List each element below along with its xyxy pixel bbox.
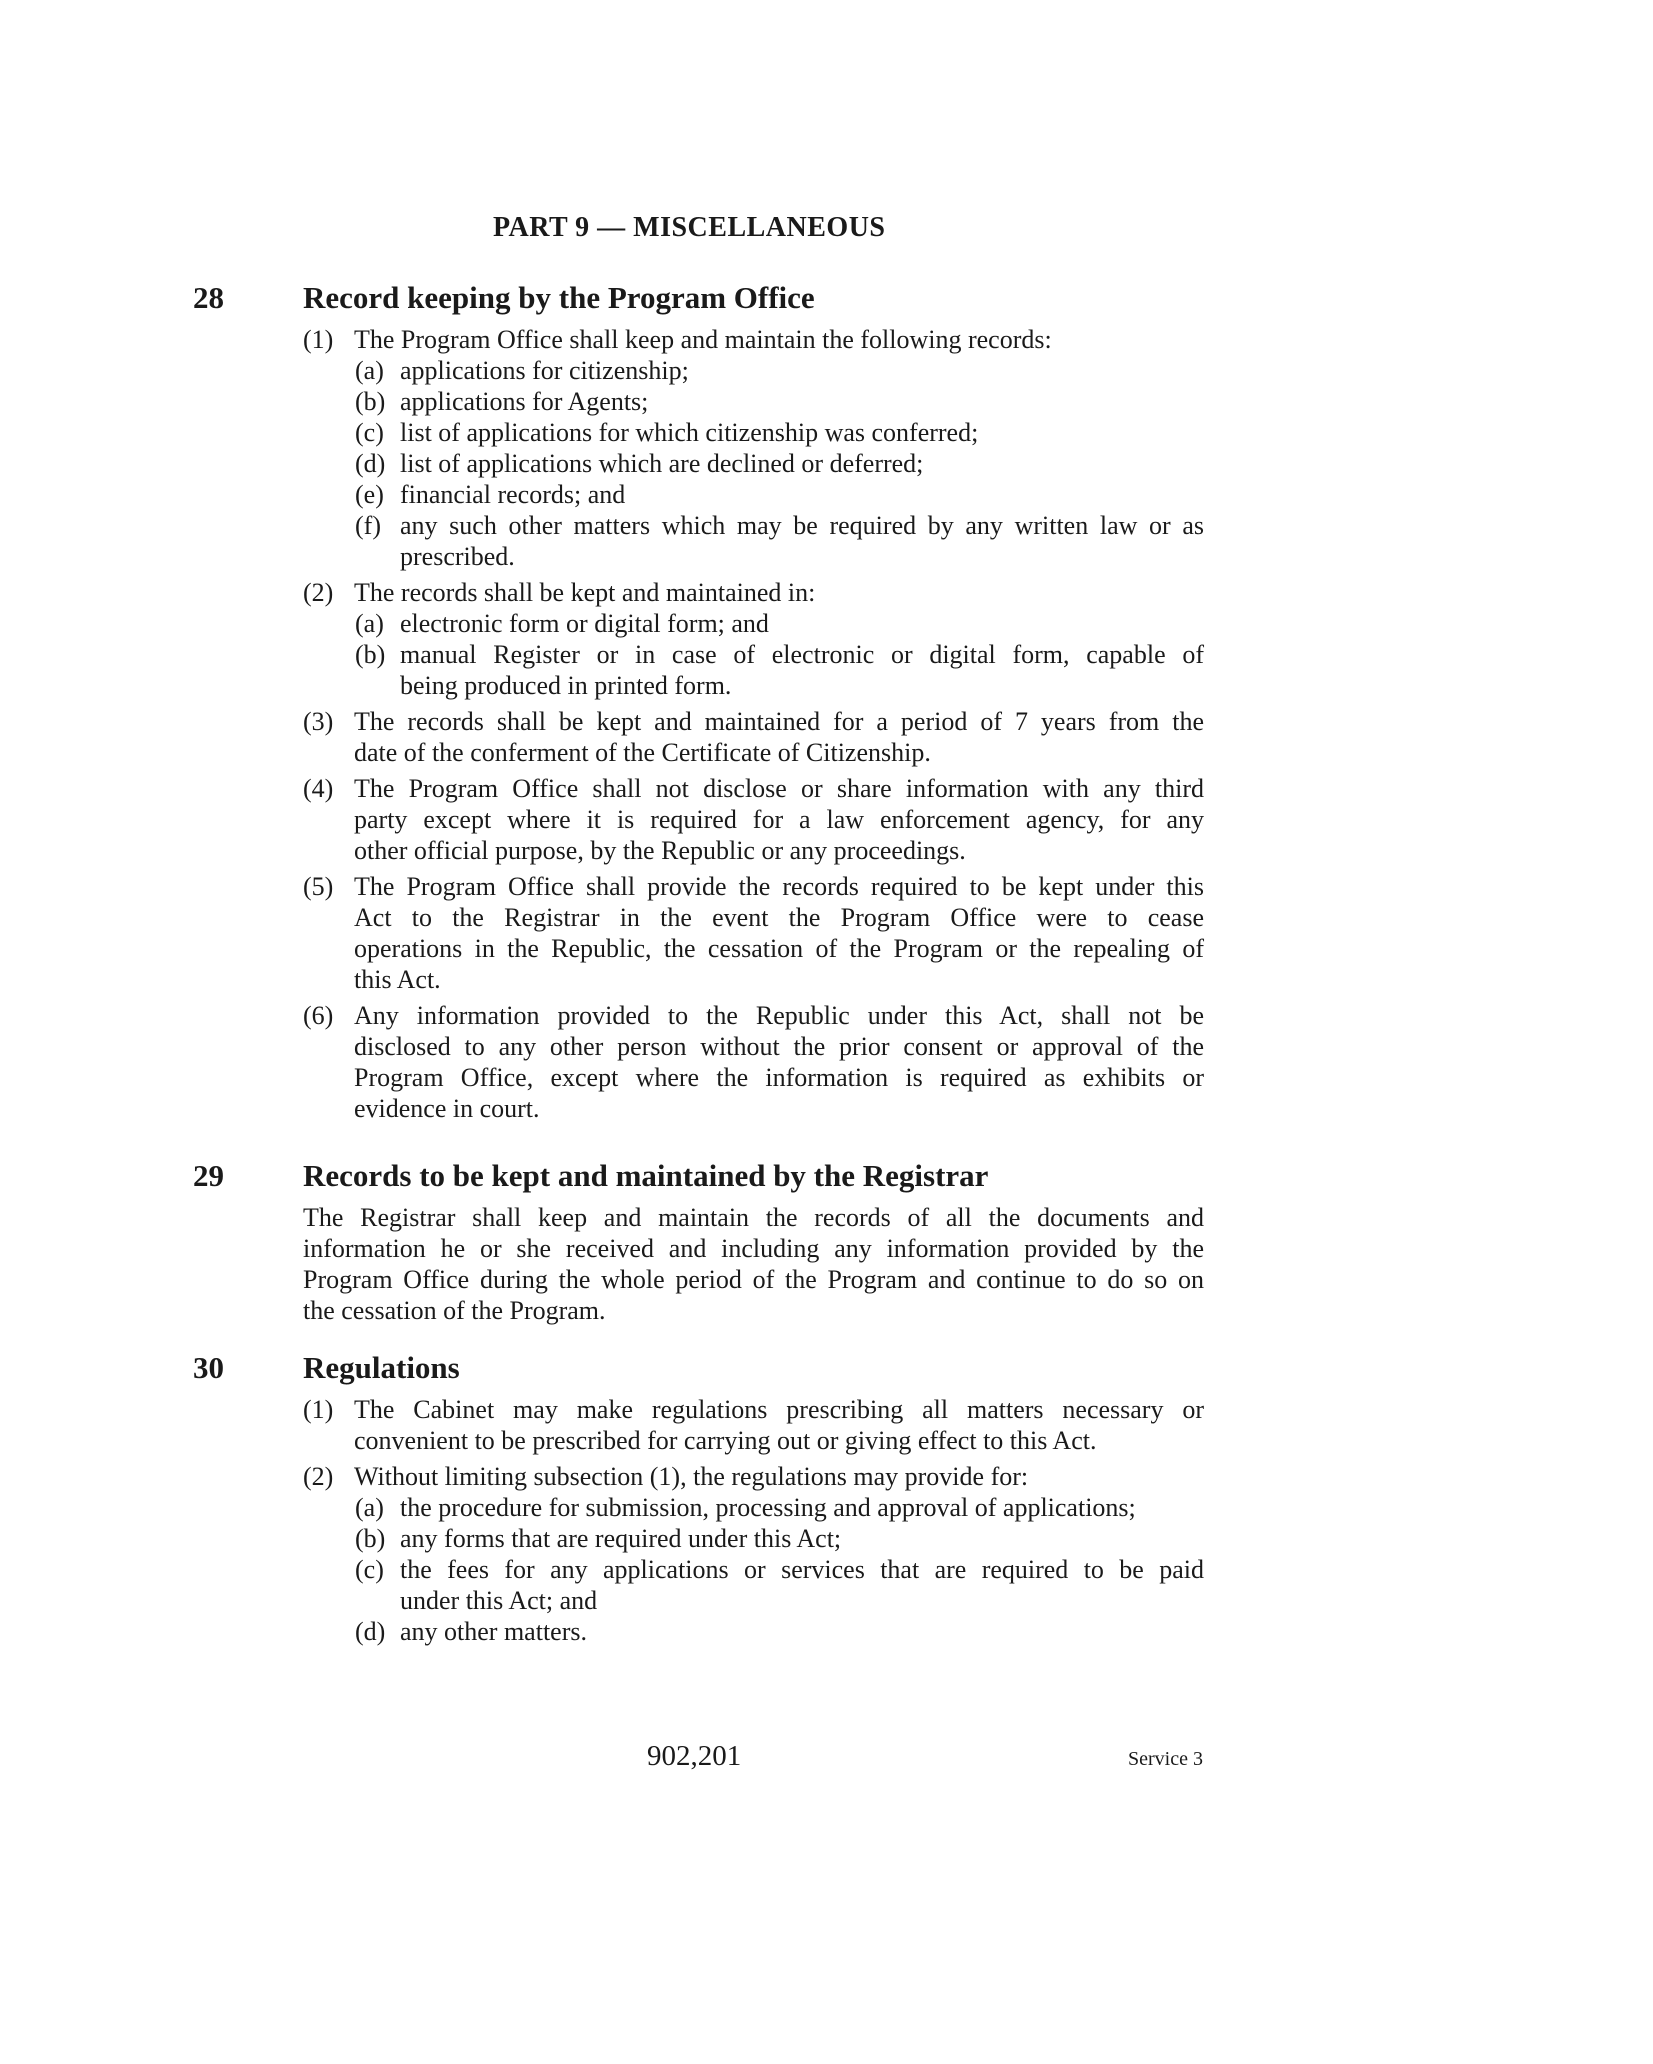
subsection-text-line: party except where it is required for a law enforcement agency, for any <box>354 805 1204 834</box>
subsection-text-line: other official purpose, by the Republic or any proceedings. <box>354 836 966 865</box>
paragraph-text-line: the procedure for submission, processing and approval of applications; <box>400 1493 1136 1522</box>
subsection-text-line: The records shall be kept and maintained in: <box>354 578 816 607</box>
subsection-text-line: Program Office, except where the information is required as exhibits or <box>354 1063 1204 1092</box>
paragraph-text-line: being produced in printed form. <box>400 671 732 700</box>
section-heading <box>0 1350 1653 1390</box>
section-heading <box>0 1158 1653 1198</box>
paragraph-text-line: any such other matters which may be required by any written law or as <box>400 511 1204 540</box>
section-title: Record keeping by the Program Office <box>303 280 815 315</box>
subsection-label: (2) <box>303 578 334 607</box>
paragraph-label: (f) <box>355 511 381 540</box>
subsection-label: (4) <box>303 774 334 803</box>
paragraph-text-line: the fees for any applications or services that are required to be paid <box>400 1555 1204 1584</box>
paragraph-text-line: financial records; and <box>400 480 626 509</box>
paragraph-label: (d) <box>355 449 386 478</box>
paragraph-label: (a) <box>355 609 384 638</box>
paragraph-text-line: list of applications which are declined or deferred; <box>400 449 924 478</box>
section-body-line: The Registrar shall keep and maintain the records of all the documents and <box>303 1203 1204 1232</box>
subsection-text-line: The Program Office shall provide the records required to be kept under this <box>354 872 1204 901</box>
paragraph-label: (c) <box>355 418 384 447</box>
paragraph-text-line: electronic form or digital form; and <box>400 609 769 638</box>
paragraph-label: (b) <box>355 640 386 669</box>
part-heading: PART 9 — MISCELLANEOUS <box>493 212 886 243</box>
subsection-text-line: this Act. <box>354 965 441 994</box>
section-number: 29 <box>193 1158 224 1193</box>
subsection-text-line: The Program Office shall keep and maintain the following records: <box>354 325 1052 354</box>
service-label: Service 3 <box>1128 1748 1203 1770</box>
paragraph-label: (d) <box>355 1617 386 1646</box>
section-body-line: Program Office during the whole period of the Program and continue to do so on <box>303 1265 1204 1294</box>
paragraph-text-line: applications for Agents; <box>400 387 649 416</box>
subsection-text-line: convenient to be prescribed for carrying out or giving effect to this Act. <box>354 1426 1097 1455</box>
subsection-label: (1) <box>303 1395 334 1424</box>
subsection-text-line: The records shall be kept and maintained for a period of 7 years from the <box>354 707 1204 736</box>
paragraph-text-line: applications for citizenship; <box>400 356 689 385</box>
paragraph-text-line: manual Register or in case of electronic or digital form, capable of <box>400 640 1204 669</box>
subsection-text-line: The Cabinet may make regulations prescribing all matters necessary or <box>354 1395 1204 1424</box>
section-number: 30 <box>193 1350 224 1385</box>
subsection-label: (5) <box>303 872 334 901</box>
subsection-label: (3) <box>303 707 334 736</box>
paragraph-text-line: under this Act; and <box>400 1586 598 1615</box>
paragraph-label: (a) <box>355 1493 384 1522</box>
paragraph-label: (b) <box>355 387 386 416</box>
section-number: 28 <box>193 280 224 315</box>
section-title: Regulations <box>303 1350 460 1385</box>
subsection-text-line: operations in the Republic, the cessation of the Program or the repealing of <box>354 934 1204 963</box>
subsection-label: (2) <box>303 1462 334 1491</box>
paragraph-label: (a) <box>355 356 384 385</box>
paragraph-text-line: any forms that are required under this Act; <box>400 1524 842 1553</box>
section-title: Records to be kept and maintained by the Registrar <box>303 1158 989 1193</box>
page-number: 902,201 <box>647 1740 742 1772</box>
subsection-text-line: evidence in court. <box>354 1094 540 1123</box>
subsection-text-line: Act to the Registrar in the event the Program Office were to cease <box>354 903 1204 932</box>
subsection-label: (1) <box>303 325 334 354</box>
subsection-text-line: The Program Office shall not disclose or share information with any third <box>354 774 1204 803</box>
paragraph-text-line: prescribed. <box>400 542 515 571</box>
subsection-text-line: Any information provided to the Republic under this Act, shall not be <box>354 1001 1204 1030</box>
paragraph-label: (e) <box>355 480 384 509</box>
paragraph-label: (c) <box>355 1555 384 1584</box>
subsection-label: (6) <box>303 1001 334 1030</box>
paragraph-label: (b) <box>355 1524 386 1553</box>
section-body-line: information he or she received and including any information provided by the <box>303 1234 1204 1263</box>
paragraph-text-line: list of applications for which citizenship was conferred; <box>400 418 979 447</box>
subsection-text-line: disclosed to any other person without the prior consent or approval of the <box>354 1032 1204 1061</box>
paragraph-text-line: any other matters. <box>400 1617 587 1646</box>
section-body-line: the cessation of the Program. <box>303 1296 606 1325</box>
section-heading <box>0 280 1653 320</box>
subsection-text-line: date of the conferment of the Certificate of Citizenship. <box>354 738 931 767</box>
subsection-text-line: Without limiting subsection (1), the regulations may provide for: <box>354 1462 1029 1491</box>
